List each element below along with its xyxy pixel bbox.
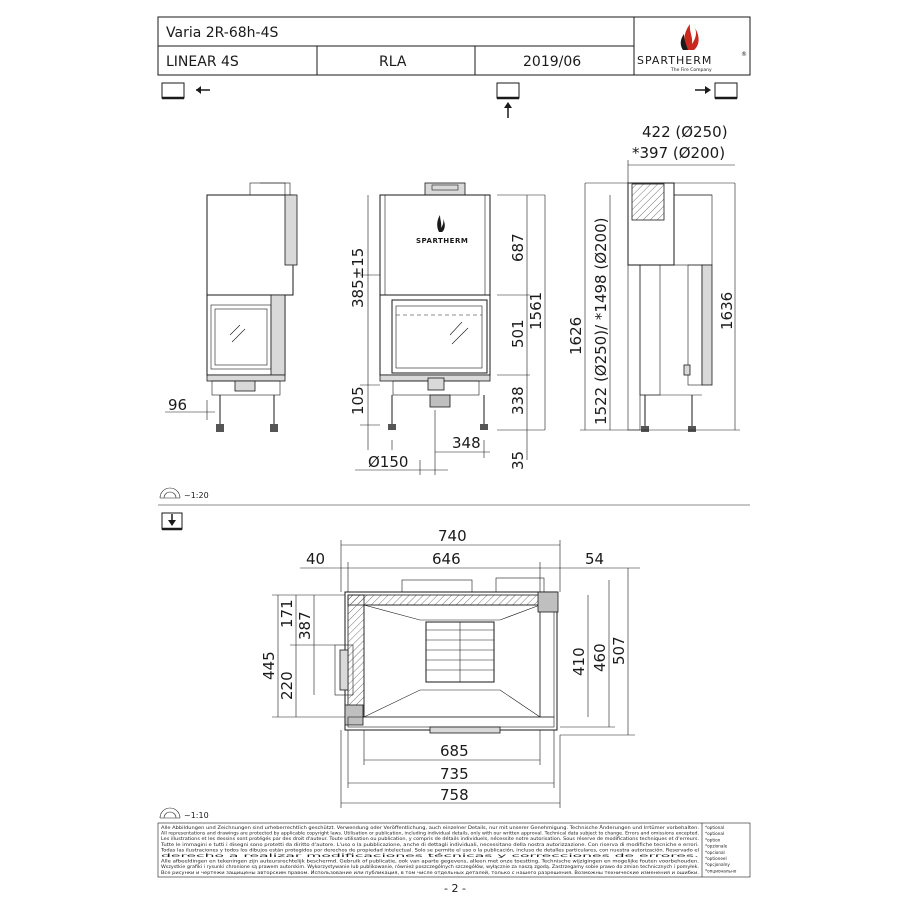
dim-flue-150: Ø150 [368, 453, 409, 471]
dim-507: 507 [610, 636, 628, 665]
dim-735: 735 [440, 765, 469, 783]
model-name: Varia 2R-68h-4S [166, 25, 279, 41]
disclaimer-line: Alle Abbildungen und Zeichnungen sind urheberrechtlich geschützt. Verwendung oder Veröffentlichung, auch einzelner Details, nur mit unserer Genehmigung. Technische Änderungen und Irrtümer vorbehalten. [161, 825, 699, 830]
dim-687: 687 [509, 233, 527, 262]
optional-label: *opcional [705, 849, 725, 855]
optional-label: *option [705, 837, 721, 843]
optional-label: *opzionale [705, 843, 728, 849]
disclaimer-line: Tutte le immagini e tutti i disegni sono protetti da diritto d'autore. L'uso o la pubblicazione, anche di dettagli individuali, necessitano della nostra autorizzazione. Con riserva di modifiche tecniche e errori. [159, 841, 699, 847]
dim-460: 460 [591, 643, 609, 672]
dim-171: 171 [278, 599, 296, 628]
disclaimer-line: Todas las ilustraciones y todos los dibujos están protegidos por derechos de propiedad intelectual. Solo se permite el uso o la publicación, incluso de detalles particulares, con nuestra autorización. Reservado el [159, 847, 699, 853]
brand-text: SPARTHERM [637, 54, 713, 67]
dim-685: 685 [440, 742, 469, 760]
disclaimer-line: Все рисунки и чертежи защищены авторским правом. Использование или публикация, в том числе отдельных деталей, только с нашего разрешения. Возможны технические изменения и ошибки. [161, 869, 699, 875]
view-symbol-left [162, 83, 210, 98]
side-view-left [165, 183, 297, 432]
page-number: - 2 - [444, 882, 466, 895]
footer-disclaimer [158, 823, 750, 877]
disclaimer-line: derecho a realizar modificaciones técnicas y correcciones de errores. [161, 853, 699, 858]
dim-410: 410 [570, 647, 588, 676]
view-symbol-top [162, 513, 182, 529]
dim-758: 758 [440, 786, 469, 804]
dim-740: 740 [438, 527, 467, 545]
plan-scale-marker [160, 808, 209, 820]
elevation-scale-marker [160, 488, 209, 500]
plan-view [260, 527, 640, 808]
view-symbol-right [695, 83, 737, 98]
dim-422: 422 (Ø250) [642, 123, 728, 141]
front-brand: SPARTHERM [416, 237, 469, 245]
side-code: RLA [379, 54, 407, 70]
dim-1561: 1561 [527, 291, 545, 330]
side-view-right [567, 123, 740, 432]
optional-label: *опционально [705, 868, 737, 874]
spartherm-logo [637, 24, 747, 73]
optional-label: *opcjonalny [705, 862, 730, 868]
dim-105: 105 [349, 386, 367, 415]
disclaimer-line: Alle afbeeldingen en tekeningen zijn auteursrechtelijk beschermd. Gebruik of publicatie, ook van aparte gegevens, alleen met onze toestting. Technische wijzigingen en mogelijke fouten voorbehouden. [161, 858, 699, 864]
variant-name: LINEAR 4S [166, 54, 239, 70]
disclaimer-line: All representations and drawings are protected by applicable copyright laws. Utilisation or publication, including individual details, only with our written approval. Technical data subject to change. Errors and omissions excepted. [161, 830, 699, 836]
dim-397: *397 (Ø200) [632, 144, 726, 162]
brand-registered: ® [741, 51, 747, 58]
disclaimer-line: Les illustrations et les dessins sont protégés par des droit d'auteur. Toute utilisation ou publication, y compris de détails individuels, nécessite notre autorisation. Sous réserve de modifications techniques et d'erreurs. [161, 836, 699, 842]
brand-tagline: The Fire Company [671, 68, 712, 73]
optional-label: *optioneel [705, 856, 727, 861]
dim-348: 348 [452, 434, 481, 452]
elevation-scale: ~1:20 [184, 491, 209, 500]
dim-445: 445 [260, 651, 278, 680]
disclaimer-line: Wszystkie grafiki i rysunki chronione są prawem autorskim. Wykorzystywanie lub publikowanie, również poszczególnych szczegółów, wyłącznie za naszą zgodą. Zastrzegamy sobie prawo do zmian technicznych i pomyłek. [161, 864, 699, 870]
dim-338: 338 [509, 386, 527, 415]
optional-label: *optional [705, 825, 725, 830]
title-block [158, 17, 750, 75]
dim-1636: 1636 [718, 291, 736, 330]
dim-1626: 1626 [567, 316, 585, 355]
dim-35: 35 [509, 450, 527, 470]
view-symbol-front [497, 83, 519, 118]
dim-220: 220 [278, 671, 296, 700]
revision-date: 2019/06 [523, 54, 582, 70]
dim-1522: 1522 (Ø250)/ *1498 (Ø200) [592, 217, 610, 425]
dim-40: 40 [306, 550, 326, 568]
dim-646: 646 [432, 550, 461, 568]
plan-scale: ~1:10 [184, 811, 209, 820]
dim-501: 501 [509, 319, 527, 348]
dim-54: 54 [585, 550, 605, 568]
optional-label: *optional [705, 831, 725, 837]
dim-387: 387 [296, 611, 314, 640]
dim-96: 96 [168, 396, 188, 414]
front-view [349, 183, 545, 475]
dim-385: 385±15 [349, 247, 367, 308]
